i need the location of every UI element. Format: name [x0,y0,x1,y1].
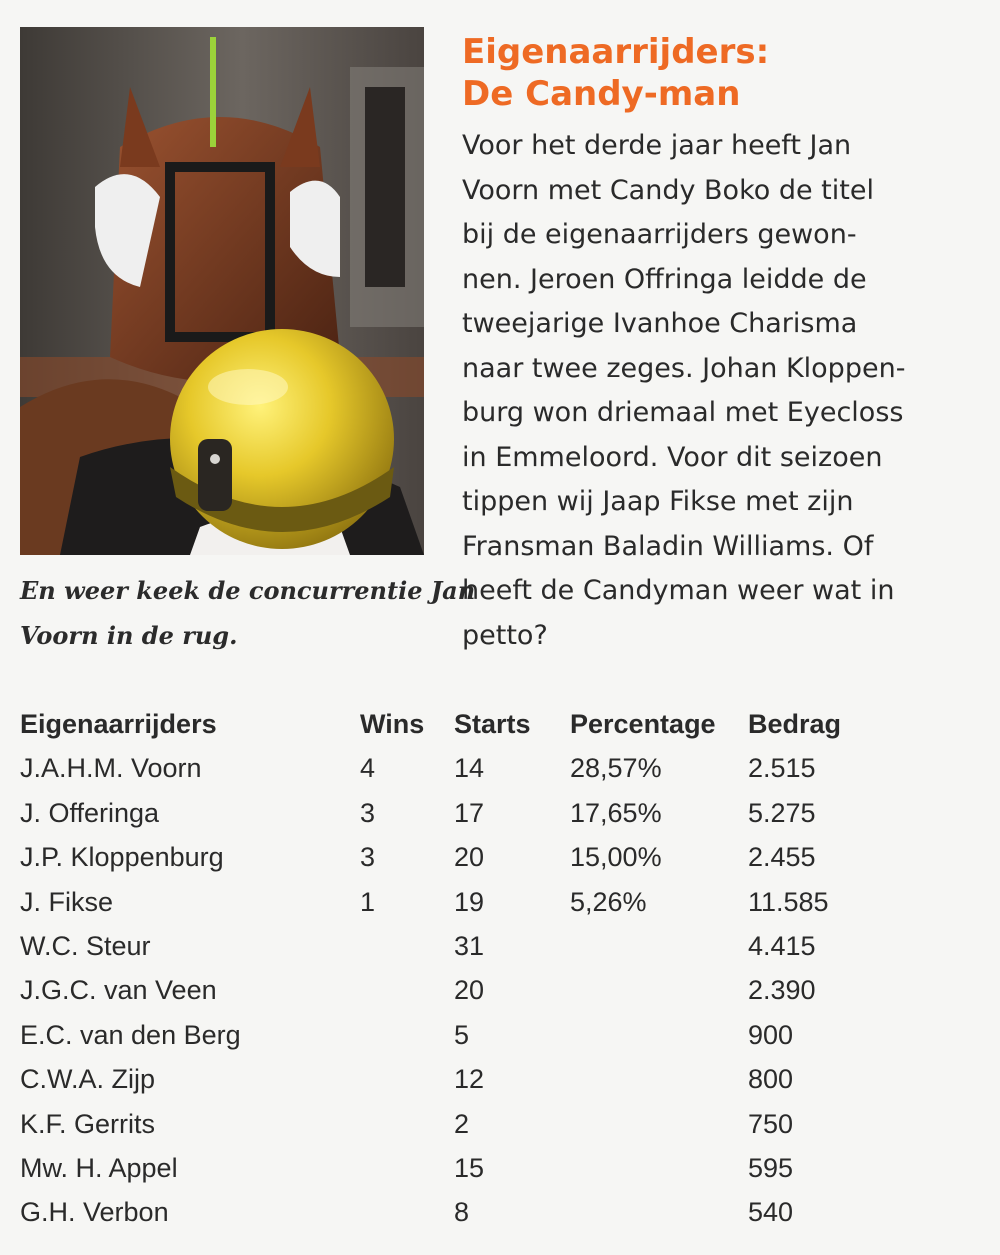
header-starts: Starts [454,709,531,739]
starts-cell: 15 [454,1152,485,1183]
bedrag-cell: 2.390 [748,975,816,1006]
header-bedrag: Bedrag [748,709,842,739]
header-percentage: Percentage [570,709,716,739]
stats-table [20,702,920,1235]
body-line: burg won driemaal met Eyecloss [462,397,904,428]
bedrag-cell: 750 [748,1108,794,1139]
header-eigenaarrijders: Eigenaarrijders [20,709,217,739]
body-line: naar twee zeges. Johan Kloppen- [462,352,906,384]
name-cell: J.G.C. van Veen [20,975,217,1006]
percentage-cell: 15,00% [570,842,662,873]
headline-line: De Candy-man [462,74,741,114]
name-cell: C.W.A. Zijp [20,1064,156,1095]
table-row [20,791,920,835]
caption-line: Voorn in de rug. [20,621,238,650]
body-line: Fransman Baladin Williams. Of [462,530,874,562]
starts-cell: 14 [454,753,485,784]
name-cell: K.F. Gerrits [20,1108,156,1139]
body-line: bij de eigenaarrijders gewon- [462,219,857,250]
wins-cell: 3 [360,797,376,828]
starts-cell: 19 [454,886,485,917]
starts-cell: 5 [454,1019,470,1050]
name-cell: E.C. van den Berg [20,1019,241,1050]
bedrag-cell: 900 [748,1019,794,1050]
percentage-cell: 5,26% [570,886,647,917]
header-wins: Wins [360,709,425,739]
article-headline [462,31,982,115]
name-cell: G.H. Verbon [20,1197,169,1228]
table-row [20,1102,920,1146]
bedrag-cell: 11.585 [748,886,829,917]
bedrag-cell: 2.515 [748,753,816,784]
table-row [20,880,920,924]
percentage-cell: 17,65% [570,797,662,828]
table-row [20,1146,920,1190]
starts-cell: 31 [454,930,485,961]
name-cell: J.A.H.M. Voorn [20,753,202,784]
bedrag-cell: 4.415 [748,930,816,961]
name-cell: Mw. H. Appel [20,1152,178,1183]
caption-line: En weer keek de concurrentie Jan [20,576,476,605]
body-line: heeft de Candyman weer wat in [462,575,895,606]
table-row [20,1013,920,1057]
body-line: tweejarige Ivanhoe Charisma [462,308,858,339]
name-cell: J. Fikse [20,886,114,917]
wins-cell: 4 [360,753,376,784]
table-header-row [20,702,920,746]
photo-caption [20,568,476,658]
starts-cell: 20 [454,975,485,1006]
wins-cell: 1 [360,886,376,917]
percentage-cell: 28,57% [570,753,662,784]
starts-cell: 17 [454,797,485,828]
bedrag-cell: 2.455 [748,842,816,873]
jockey-helmet-horse-photo [20,27,424,555]
starts-cell: 20 [454,842,485,873]
bedrag-cell: 595 [748,1152,794,1183]
name-cell: W.C. Steur [20,930,151,961]
table-row [20,1190,920,1234]
starts-cell: 8 [454,1197,470,1228]
body-line: tippen wij Jaap Fikse met zijn [462,486,854,517]
table-row [20,835,920,879]
body-line: Voorn met Candy Boko de titel [462,174,874,206]
photo-illustration [20,27,424,555]
bedrag-cell: 5.275 [748,797,816,828]
name-cell: J.P. Kloppenburg [20,842,224,873]
table-row [20,746,920,790]
name-cell: J. Offeringa [20,797,160,828]
table-row [20,968,920,1012]
body-line: petto? [462,619,548,651]
body-line: in Emmeloord. Voor dit seizoen [462,441,883,473]
body-line: nen. Jeroen Offringa leidde de [462,263,867,295]
headline-line: Eigenaarrijders: [462,32,770,72]
wins-cell: 3 [360,842,376,873]
bedrag-cell: 540 [748,1197,794,1228]
starts-cell: 2 [454,1108,470,1139]
table-body [20,746,920,1234]
bedrag-cell: 800 [748,1064,794,1095]
starts-cell: 12 [454,1064,485,1095]
table-row [20,1057,920,1101]
article-body [462,124,992,658]
table-row [20,924,920,968]
body-line: Voor het derde jaar heeft Jan [462,130,852,161]
